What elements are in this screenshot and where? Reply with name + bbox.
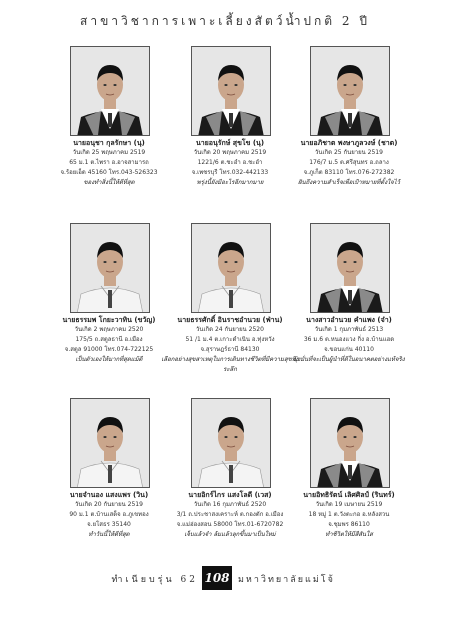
student-birthdate: วันเกิด 2 พฤษภาคม 2520 xyxy=(74,326,144,333)
student-name: นายธรรมพ โกยะวาทิน (ขวัญ) xyxy=(62,316,156,324)
student-birthdate: วันเกิด 25 พฤษภาคม 2519 xyxy=(72,149,146,156)
student-name: นายอภิชาต พงษาภูลวงษ์ (ชาต) xyxy=(300,139,398,147)
student-birthdate: วันเกิด 24 กันยายน 2520 xyxy=(196,326,264,333)
student-address-line: จ.ชุมพร 86110 xyxy=(328,521,370,528)
student-photo xyxy=(191,398,271,488)
student-birthdate: วันเกิด 20 พฤษภาคม 2519 xyxy=(193,149,267,156)
page-number: 108 xyxy=(202,566,232,590)
student-address-line: จ.สุราษฎร์ธานี 84130 xyxy=(200,346,260,353)
student-photo xyxy=(70,223,150,313)
student-info xyxy=(278,490,420,540)
student-address-line: จ.แม่ฮ่องสอน 58000 โทร.01-6720782 xyxy=(176,521,284,528)
student-address-line: 51 /1 ม.4 ต.เกาะดำเนิน อ.ทุ่งหวัง xyxy=(185,336,275,343)
student-address-line: 1221/6 ต.ชะอำ อ.ชะอำ xyxy=(197,159,263,166)
student-address-line: 176/7 ม.5 ต.ศรีสุนทร อ.ถลาง xyxy=(309,159,389,166)
student-motto: เจ็บแล้วจำ ล้มแล้วลุกขึ้นมาเป็นใหม่ xyxy=(184,531,276,538)
student-motto: เป็นตัวเองให้มากที่สุดแม้ดี xyxy=(75,356,143,363)
student-address-line: จ.ร้อยเอ็ด 45160 โทร.043-526323 xyxy=(60,169,158,176)
student-address-line: จ.เพชรบุรี โทร.032-442133 xyxy=(191,169,269,176)
student-address-line: จ.สตูล 91000 โทร.074-722125 xyxy=(64,346,154,353)
student-motto: ทำวันนี้ให้ดีที่สุด xyxy=(88,531,130,538)
student-name: นายอนุรักษ์ สุขโข (นุ) xyxy=(195,139,265,147)
student-address-line: 175/5 ถ.สตูลธานี อ.เมือง xyxy=(75,336,143,343)
student-info xyxy=(278,138,420,188)
student-name: นายอนุชา กุลรักษา (นุ) xyxy=(73,139,145,147)
student-birthdate: วันเกิด 25 กันยายน 2519 xyxy=(315,149,383,156)
student-address-line: 65 ม.1 ต.ไพรา อ.อาจสามารถ xyxy=(69,159,149,166)
student-photo xyxy=(70,46,150,136)
student-photo xyxy=(310,46,390,136)
student-photo xyxy=(310,398,390,488)
student-name: นายจำนอง แสงแพร (วิน) xyxy=(69,491,149,499)
student-birthdate: วันเกิด 20 กันยายน 2519 xyxy=(75,501,143,508)
student-photo xyxy=(191,223,271,313)
student-name: นายอิกร์ไกร แสงโลดี (เวส) xyxy=(188,491,272,499)
student-motto: เลือกอย่างสุขสาเหตุในการเดินทางชีวิตที่มีความสุขพึงระลึก xyxy=(161,356,299,373)
student-name: นายอิทธิรัตน์ เลิศศิลป์ (รินทร์) xyxy=(303,491,395,499)
student-name: นางสาวอำนวย คำแพง (จ๋า) xyxy=(306,316,392,324)
student-address-line: 3/1 ถ.ประชาสงเคราะห์ ต.กองตัก อ.เมือง xyxy=(176,511,284,518)
student-motto: พรุ่งนี้ยังมีอะไรอีกมากมาย xyxy=(196,179,264,186)
student-motto: มุ่งมั่นที่จะเป็นผู้นำที่ดีในอนาคตอย่างแท้จริง xyxy=(293,356,405,363)
student-photo xyxy=(310,223,390,313)
page-title: สาขาวิชาการเพาะเลี้ยงสัตว์น้ำปกติ 2 ปี xyxy=(80,14,370,28)
student-motto: ของทำสิ่งนี้ให้ดีที่สุด xyxy=(83,179,135,186)
student-name: นายธรรศักดิ์ อินราชอำนวย (ฟ่าน) xyxy=(177,316,283,324)
student-motto: ทำชีวิตให้มีสีสันใส xyxy=(325,531,373,538)
student-birthdate: วันเกิด 1 กุมภาพันธ์ 2513 xyxy=(314,326,384,333)
student-birthdate: วันเกิด 16 กุมภาพันธ์ 2520 xyxy=(193,501,267,508)
student-address-line: 18 หมู่ 1 ต.วังตะกอ อ.หลังสวน xyxy=(308,511,390,518)
page-footer xyxy=(0,566,450,590)
student-address-line: จ.ยโสธร 35140 xyxy=(87,521,131,528)
student-info xyxy=(278,315,420,365)
student-photo xyxy=(191,46,271,136)
student-address-line: จ.ภูเก็ต 83110 โทร.076-272382 xyxy=(303,169,395,176)
student-address-line: จ.ขอนแก่น 40110 xyxy=(324,346,374,353)
footer-yearbook-label: ทำเนียบรุ่น 62 xyxy=(111,575,198,585)
student-photo xyxy=(70,398,150,488)
student-address-line: 90 ม.1 ต.บ้านเสด็จ อ.ภูเขทอง xyxy=(69,511,149,518)
student-address-line: 36 ม.6 ต.หนองแวง กิ่ง อ.บ้านแฮด xyxy=(303,336,395,343)
student-motto: ฝันถึงความสำเร็จเพื่อเป้าหมายที่ตั้งใจไว้ xyxy=(298,179,400,186)
student-birthdate: วันเกิด 19 เมษายน 2519 xyxy=(315,501,383,508)
footer-university-label: มหาวิทยาลัยแม่โจ้ xyxy=(238,575,335,585)
